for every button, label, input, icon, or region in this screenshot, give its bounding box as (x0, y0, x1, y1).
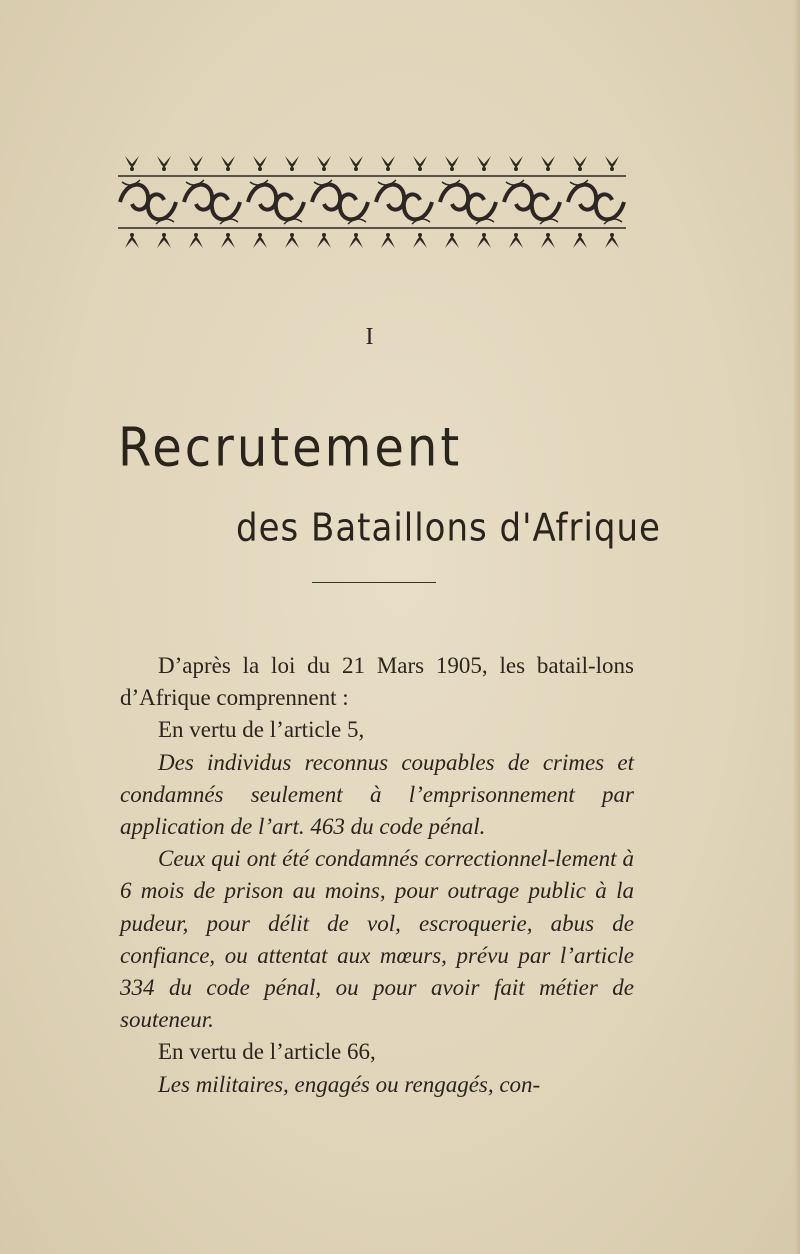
chapter-title: Recrutement (118, 416, 463, 479)
title-divider (312, 582, 436, 583)
paragraph: Les militaires, engagés ou rengagés, con- (158, 1071, 541, 1097)
paragraph: En vertu de l’article 66, (158, 1039, 376, 1065)
paragraph: Des individus reconnus coupables de crimes et condamnés seulement à l’emprisonnement par application de l’art. 463 du code pénal. (120, 749, 634, 840)
chapter-number: I (365, 324, 375, 350)
paragraph: D’après la loi du 21 Mars 1905, les batail-lons d’Afrique comprennent : (120, 653, 634, 711)
body-text (120, 650, 634, 1101)
decorative-headpiece-ornament (116, 152, 628, 252)
page-edge (794, 0, 800, 1254)
chapter-subtitle: des Bataillons d'Afrique (236, 506, 661, 551)
paragraph: En vertu de l’article 5, (158, 717, 365, 743)
paragraph: Ceux qui ont été condamnés correctionnel-lement à 6 mois de prison au moins, pour outrage public à la pudeur, pour délit de vol, escroquerie, abus de confiance, ou attentat aux mœurs, prévu par l’article 334 du code pénal, ou pour avoir fait métier de souteneur. (120, 846, 634, 1033)
